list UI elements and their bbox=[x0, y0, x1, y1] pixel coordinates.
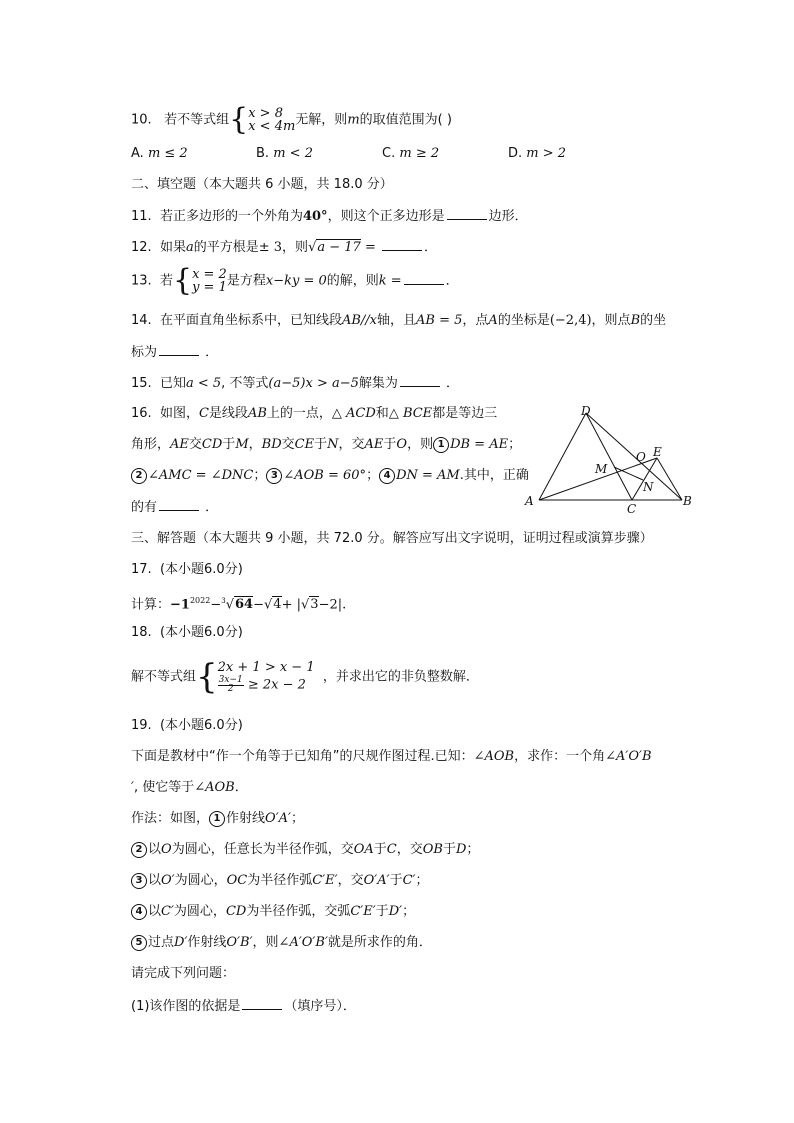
answer-blank[interactable] bbox=[159, 498, 199, 511]
circled-number-1: 1 bbox=[433, 437, 449, 453]
q14: 14. 在平面直角坐标系中，已知线段AB//x轴，且AB = 5，点A的坐标是(−2,4)，则点B的坐 bbox=[131, 313, 667, 328]
q15: 15. 已知a < 5, 不等式(a−5)x > a−5解集为 ． bbox=[131, 376, 460, 391]
q11: 11. 若正多边形的一个外角为40°，则这个正多边形是 边形． bbox=[131, 209, 528, 224]
label-d: D bbox=[581, 404, 591, 418]
label-b: B bbox=[683, 494, 692, 508]
q19: 19. (本小题6.0分) bbox=[131, 718, 243, 733]
answer-blank[interactable] bbox=[404, 272, 444, 285]
section-heading-fill-in: 二、填空题（本大题共 6 小题，共 18.0 分） bbox=[131, 177, 393, 192]
q10: 10. 若不等式组{x > 8 x < 4m无解，则m的取值范围为( ) bbox=[131, 102, 452, 137]
segment-ad bbox=[539, 413, 586, 500]
segment-eb bbox=[657, 458, 682, 500]
label-n: N bbox=[643, 480, 654, 494]
answer-blank[interactable] bbox=[447, 207, 487, 220]
q17: 17. (本小题6.0分) bbox=[131, 562, 243, 577]
label-a: A bbox=[525, 494, 534, 508]
q10-number: 10. bbox=[131, 112, 152, 128]
q13: 13. 若{x = 2 y = 1是方程x−ky = 0的解，则k = ． bbox=[131, 263, 459, 298]
answer-blank[interactable] bbox=[242, 997, 282, 1010]
answer-blank[interactable] bbox=[382, 238, 422, 251]
circled-number-2: 2 bbox=[131, 468, 147, 484]
q10-choice-c[interactable]: C. m ≥ 2 bbox=[382, 146, 440, 161]
q12: 12. 如果a的平方根是± 3，则√a − 17 = ． bbox=[131, 240, 437, 255]
triangle-figure bbox=[520, 403, 700, 515]
segment-db bbox=[586, 413, 682, 500]
q10-system: x > 8 x < 4m bbox=[248, 106, 296, 134]
label-o: O bbox=[636, 450, 646, 464]
q18: 18. (本小题6.0分) bbox=[131, 625, 243, 640]
section-heading-solve: 三、解答题（本大题共 9 小题，共 72.0 分。解答应写出文字说明，证明过程或演算步骤） bbox=[131, 531, 653, 546]
circled-number-3: 3 bbox=[266, 468, 282, 484]
q10-choice-a[interactable]: A. m ≤ 2 bbox=[131, 146, 188, 161]
circled-number-4: 4 bbox=[379, 468, 395, 484]
q10-choice-b[interactable]: B. m < 2 bbox=[256, 146, 313, 161]
segment-dc bbox=[586, 413, 632, 500]
q10-choice-d[interactable]: D. m > 2 bbox=[508, 146, 567, 161]
answer-blank[interactable] bbox=[159, 343, 199, 356]
answer-blank[interactable] bbox=[400, 374, 440, 387]
label-m: M bbox=[595, 462, 608, 476]
q16: 16. 如图，C是线段AB上的一点，△ ACD和△ BCE都是等边三 bbox=[131, 406, 498, 421]
label-e: E bbox=[653, 445, 662, 459]
label-c: C bbox=[627, 502, 637, 515]
